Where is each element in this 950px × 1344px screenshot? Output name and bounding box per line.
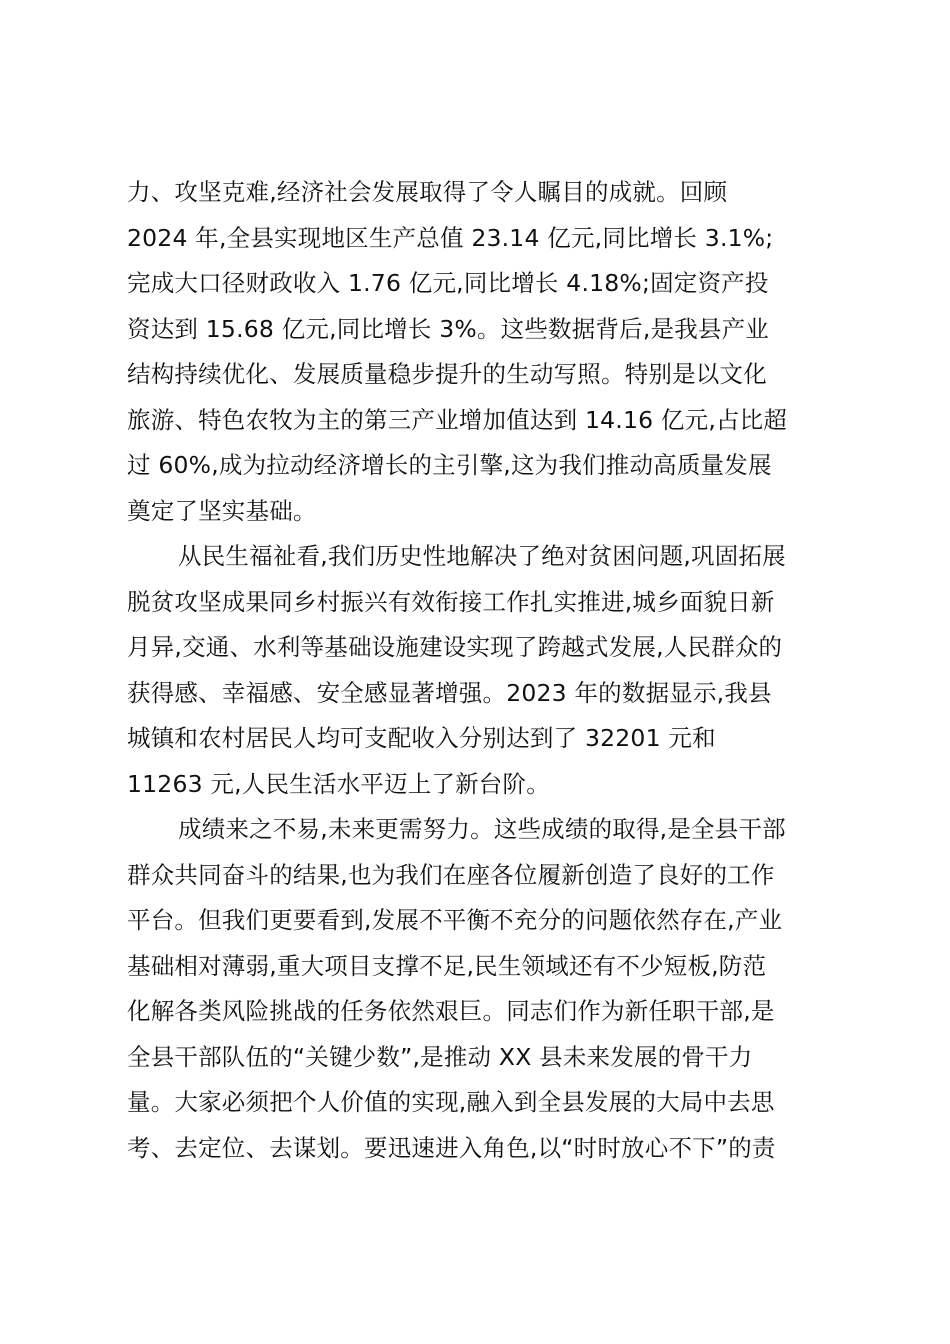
text-line: 11263 元,人民生活水平迈上了新台阶。	[127, 769, 550, 798]
text-line: 脱贫攻坚成果同乡村振兴有效衔接工作扎实推进,城乡面貌日新	[127, 587, 775, 616]
paragraph-first-line: 成绩来之不易,未来更需努力。这些成绩的取得,是全县干部	[178, 815, 786, 843]
text-line: 2024 年,全县实现地区生产总值 23.14 亿元,同比增长 3.1%;	[127, 223, 774, 252]
text-line: 城镇和农村居民人均可支配收入分别达到了 32201 元和	[127, 724, 716, 752]
text-line: 考、去定位、去谋划。要迅速进入角色,以“时时放心不下”的责	[127, 1133, 776, 1162]
body-text	[127, 170, 837, 1171]
text-line: 奠定了坚实基础。	[127, 496, 317, 525]
text-line: 资达到 15.68 亿元,同比增长 3%。这些数据背后,是我县产业	[127, 314, 770, 343]
text-line: 化解各类风险挑战的任务依然艰巨。同志们作为新任职干部,是	[127, 997, 775, 1025]
text-line: 月异,交通、水利等基础设施建设实现了跨越式发展,人民群众的	[127, 633, 783, 661]
text-line: 平台。但我们更要看到,发展不平衡不充分的问题依然存在,产业	[127, 906, 783, 934]
text-line: 过 60%,成为拉动经济增长的主引擎,这为我们推动高质量发展	[127, 451, 772, 479]
text-line: 旅游、特色农牧为主的第三产业增加值达到 14.16 亿元,占比超	[127, 405, 788, 434]
text-line: 群众共同奋斗的结果,也为我们在座各位履新创造了良好的工作	[127, 860, 775, 889]
text-line: 量。大家必须把个人价值的实现,融入到全县发展的大局中去思	[127, 1088, 775, 1116]
text-line: 结构持续优化、发展质量稳步提升的生动写照。特别是以文化	[127, 360, 767, 388]
paragraph-first-line: 从民生福祉看,我们历史性地解决了绝对贫困问题,巩固拓展	[178, 542, 786, 570]
text-line: 完成大口径财政收入 1.76 亿元,同比增长 4.18%;固定资产投	[127, 269, 769, 297]
text-line: 力、攻坚克难,经济社会发展取得了令人瞩目的成就。回顾	[127, 178, 728, 206]
text-line: 获得感、幸福感、安全感显著增强。2023 年的数据显示,我县	[127, 678, 772, 707]
text-line: 基础相对薄弱,重大项目支撑不足,民生领域还有不少短板,防范	[127, 951, 767, 980]
text-line: 全县干部队伍的“关键少数”,是推动 XX 县未来发展的骨干力	[127, 1042, 753, 1071]
